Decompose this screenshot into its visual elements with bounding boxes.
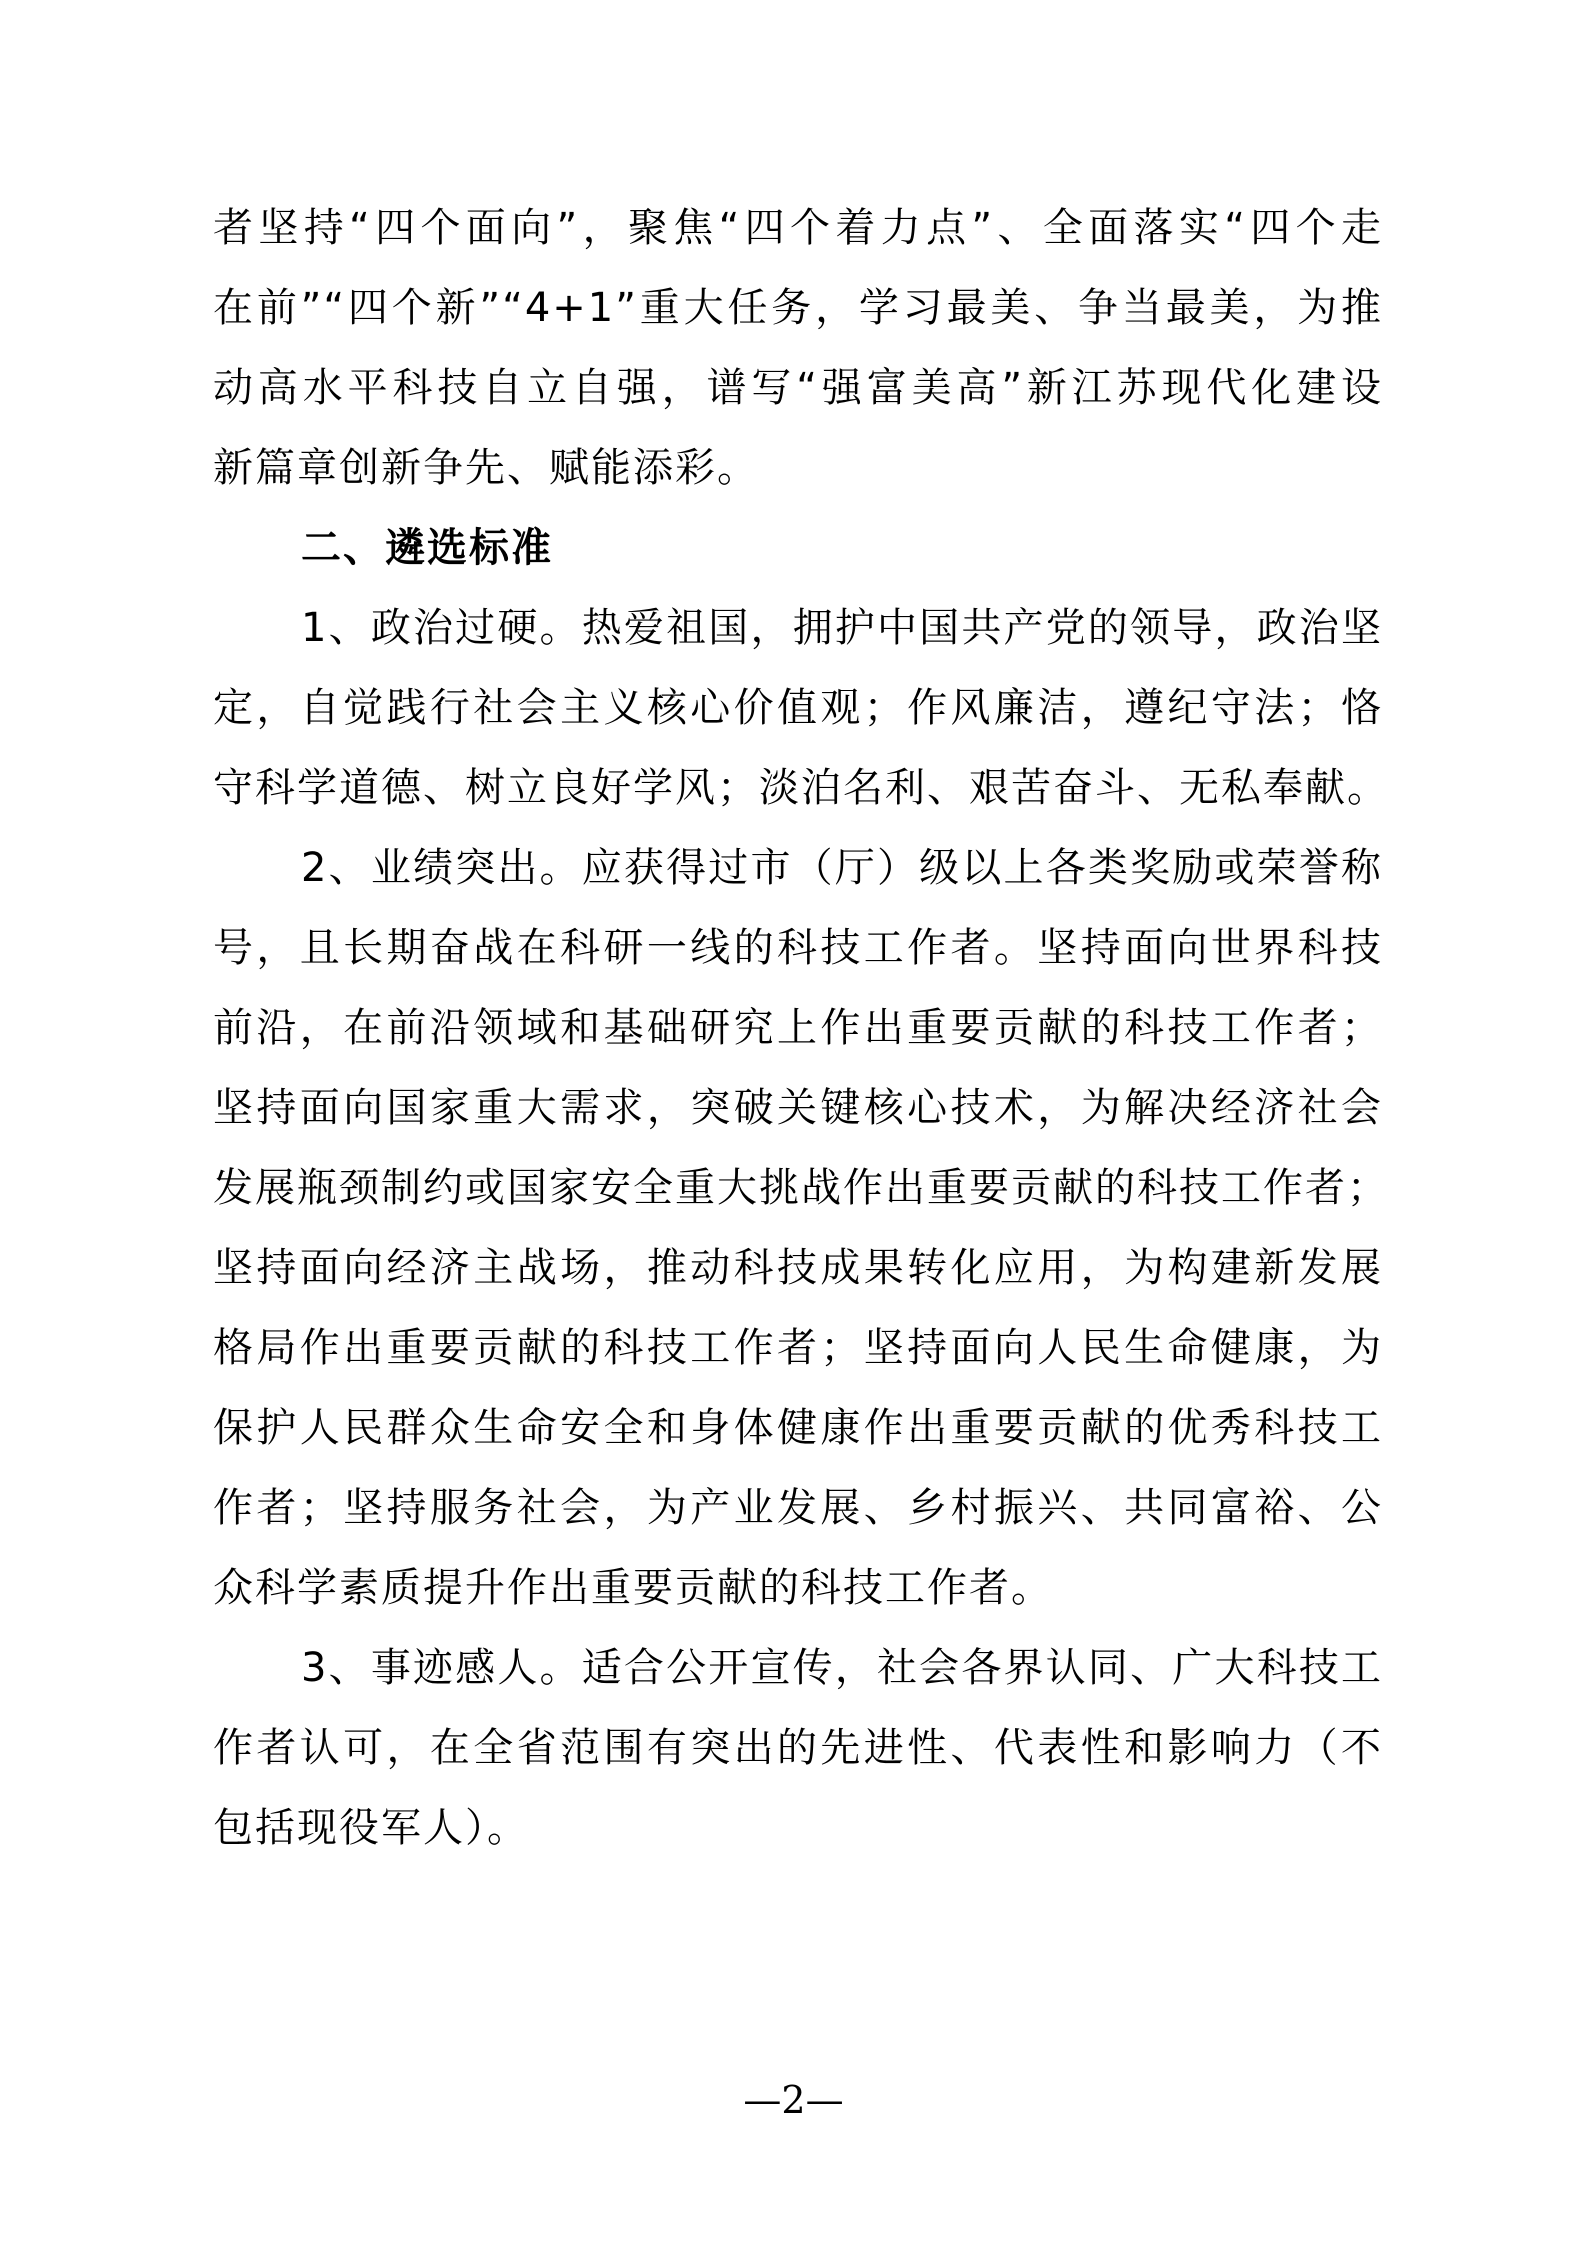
text-line: 前沿，在前沿领域和基础研究上作出重要贡献的科技工作者； [213, 1005, 1383, 1051]
text-line: 新篇章创新争先、赋能添彩。 [213, 445, 759, 491]
text-line: 作者认可，在全省范围有突出的先进性、代表性和影响力（不 [213, 1725, 1383, 1771]
document-body [213, 188, 1389, 1868]
text-line: 坚持面向国家重大需求，突破关键核心技术，为解决经济社会 [213, 1085, 1383, 1131]
text-line: 动高水平科技自立自强，谱写“强富美高”新江苏现代化建设 [213, 365, 1383, 411]
paragraph-criterion-2 [213, 828, 1389, 1628]
paragraph-criterion-3 [213, 1628, 1383, 1868]
text-line: 者坚持“四个面向”，聚焦“四个着力点”、全面落实“四个走 [213, 205, 1383, 251]
page-number: —2— [743, 2078, 844, 2122]
text-line: 包括现役军人）。 [213, 1805, 529, 1851]
text-line: 作者；坚持服务社会，为产业发展、乡村振兴、共同富裕、公 [213, 1485, 1383, 1531]
section-heading-text: 二、遴选标准 [301, 525, 553, 571]
paragraph-intro-continuation [213, 188, 1383, 508]
text-line: 3、事迹感人。适合公开宣传，社会各界认同、广大科技工 [301, 1645, 1383, 1691]
text-line: 在前”“四个新”“4+1”重大任务，学习最美、争当最美，为推 [213, 285, 1383, 331]
text-line: 格局作出重要贡献的科技工作者；坚持面向人民生命健康，为 [213, 1325, 1383, 1371]
text-line: 保护人民群众生命安全和身体健康作出重要贡献的优秀科技工 [213, 1405, 1383, 1451]
paragraph-criterion-1 [213, 588, 1389, 828]
text-line: 1、政治过硬。热爱祖国，拥护中国共产党的领导，政治坚 [301, 605, 1383, 651]
section-heading [213, 508, 1383, 588]
text-line: 发展瓶颈制约或国家安全重大挑战作出重要贡献的科技工作者； [213, 1165, 1389, 1211]
text-line: 号，且长期奋战在科研一线的科技工作者。坚持面向世界科技 [213, 925, 1383, 971]
text-line: 定，自觉践行社会主义核心价值观；作风廉洁，遵纪守法；恪 [213, 685, 1383, 731]
text-line: 众科学素质提升作出重要贡献的科技工作者。 [213, 1565, 1053, 1611]
text-line: 坚持面向经济主战场，推动科技成果转化应用，为构建新发展 [213, 1245, 1383, 1291]
text-line: 2、业绩突出。应获得过市（厅）级以上各类奖励或荣誉称 [301, 845, 1383, 891]
text-line: 守科学道德、树立良好学风；淡泊名利、艰苦奋斗、无私奉献。 [213, 765, 1389, 811]
